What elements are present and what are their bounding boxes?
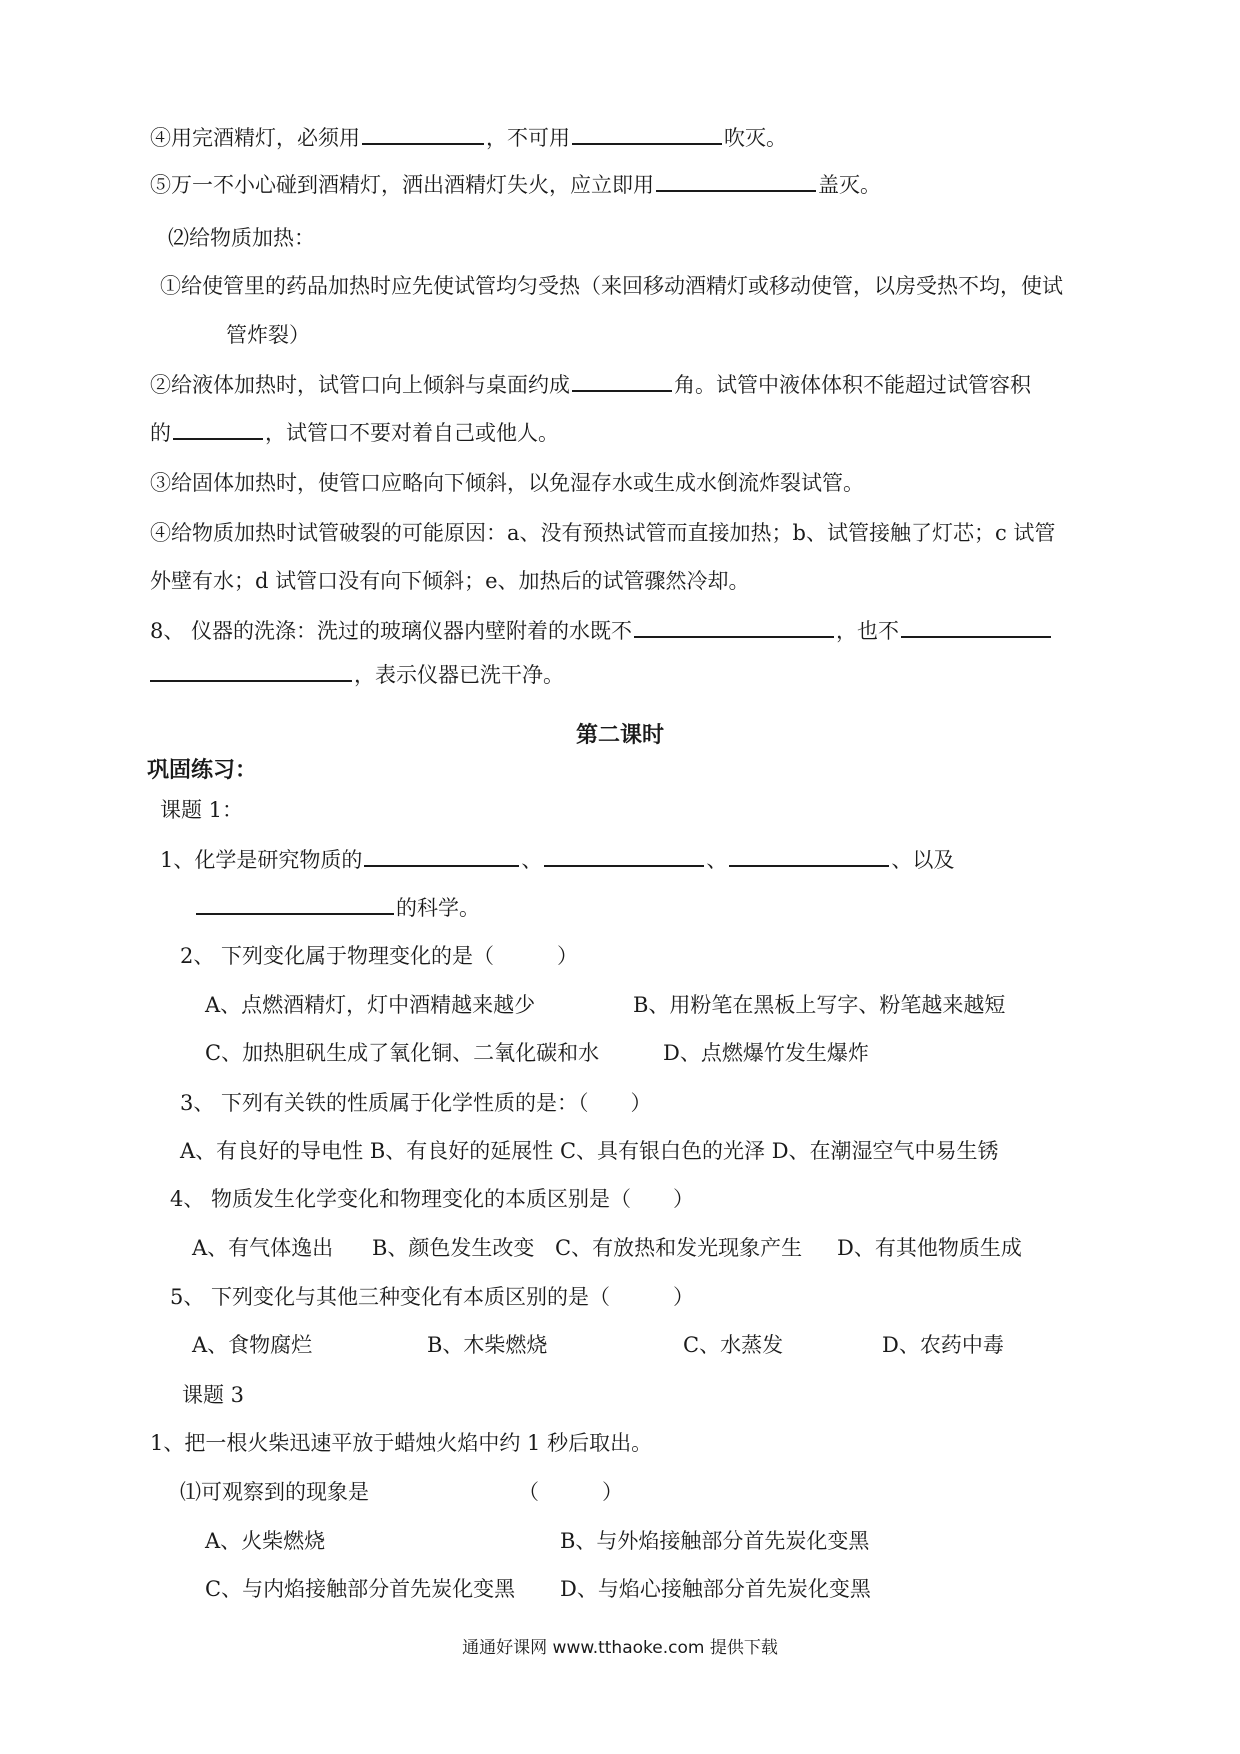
page-footer: 通通好课网 www.tthaoke.com 提供下载 xyxy=(462,1638,778,1658)
question-1-cont xyxy=(194,893,480,923)
text-line: 外壁有水；d 试管口没有向下倾斜；e、加热后的试管骤然冷却。 xyxy=(150,569,750,593)
answer-blank xyxy=(173,418,263,440)
option-a: A、点燃酒精灯，灯中酒精越来越少 xyxy=(205,993,536,1017)
option-c: C、加热胆矾生成了氧化铜、二氧化碳和水 xyxy=(205,1041,600,1065)
option-b: B、颜色发生改变 xyxy=(372,1236,535,1260)
option-c: C、水蒸发 xyxy=(683,1333,784,1357)
option-d: D、农药中毒 xyxy=(882,1333,1004,1357)
option-a: A、有气体逸出 xyxy=(192,1236,334,1260)
option-a: A、火柴燃烧 xyxy=(205,1529,326,1553)
question-5: 5、 下列变化与其他三种变化有本质区别的是（ ） xyxy=(170,1285,695,1309)
section-title: 第二课时 xyxy=(575,722,664,748)
line-text: ，试管口不要对着自己或他人。 xyxy=(265,421,559,445)
line-text: 1、化学是研究物质的 xyxy=(160,848,363,872)
option-d: D、点燃爆竹发生爆炸 xyxy=(663,1041,869,1065)
line-text: 吹灭。 xyxy=(724,126,787,150)
option-b: B、用粉笔在黑板上写字、粉笔越来越短 xyxy=(633,993,1006,1017)
answer-blank xyxy=(196,893,394,915)
answer-blank xyxy=(729,845,889,867)
option-b: B、木柴燃烧 xyxy=(427,1333,548,1357)
line-text: 、以及 xyxy=(891,848,955,872)
answer-blank xyxy=(572,370,672,392)
option-a: A、食物腐烂 xyxy=(192,1333,313,1357)
line-text: 的 xyxy=(150,421,171,445)
line-text: 盖灭。 xyxy=(818,173,881,197)
line-text: 、 xyxy=(706,848,728,872)
answer-blank xyxy=(656,170,816,192)
text-line xyxy=(150,418,559,448)
line-text: ②给液体加热时，试管口向上倾斜与桌面约成 xyxy=(150,373,570,397)
option-d: D、有其他物质生成 xyxy=(837,1236,1022,1260)
text-line xyxy=(150,660,564,690)
answer-blank xyxy=(150,660,352,682)
question-2: 2、 下列变化属于物理变化的是（ ） xyxy=(180,944,579,968)
line-text: 、 xyxy=(521,848,543,872)
answer-blank xyxy=(362,123,484,145)
text-line: ①给使管里的药品加热时应先使试管均匀受热（来回移动酒精灯或移动使管，以房受热不均，使试 xyxy=(160,274,1063,298)
answer-blank xyxy=(634,616,834,638)
text-line: ④给物质加热时试管破裂的可能原因：a、没有预热试管而直接加热；b、试管接触了灯芯；c 试管 xyxy=(150,521,1056,545)
question-6-sub: ⑴可观察到的现象是 xyxy=(180,1480,369,1504)
text-line xyxy=(150,123,787,153)
topic-label: 课题 1： xyxy=(160,798,244,822)
answer-blank xyxy=(901,616,1051,638)
text-line xyxy=(150,170,881,200)
text-line: ③给固体加热时，使管口应略向下倾斜，以免湿存水或生成水倒流炸裂试管。 xyxy=(150,471,864,495)
text-line xyxy=(150,616,1053,646)
line-text: 8、 仪器的洗涤：洗过的玻璃仪器内壁附着的水既不 xyxy=(150,619,633,643)
option-c: C、有放热和发光现象产生 xyxy=(555,1236,803,1260)
line-text: 角。试管中液体体积不能超过试管容积 xyxy=(674,373,1031,397)
question-4: 4、 物质发生化学变化和物理变化的本质区别是（ ） xyxy=(170,1187,695,1211)
question-3-options: A、有良好的导电性 B、有良好的延展性 C、具有银白色的光泽 D、在潮湿空气中易生锈 xyxy=(180,1139,999,1163)
topic-label: 课题 3 xyxy=(182,1383,245,1407)
option-c: C、与内焰接触部分首先炭化变黑 xyxy=(205,1577,516,1601)
text-line xyxy=(150,370,1031,400)
answer-blank xyxy=(544,845,704,867)
line-text: 的科学。 xyxy=(396,896,480,920)
option-b: B、与外焰接触部分首先炭化变黑 xyxy=(560,1529,870,1553)
text-line: 管炸裂） xyxy=(226,323,310,347)
line-text: ④用完酒精灯，必须用 xyxy=(150,126,360,150)
line-text: ，也不 xyxy=(836,619,900,643)
subsection-heading: ⑵给物质加热： xyxy=(168,226,315,250)
question-6: 1、把一根火柴迅速平放于蜡烛火焰中约 1 秒后取出。 xyxy=(150,1431,653,1455)
answer-blank xyxy=(364,845,519,867)
line-text: ，不可用 xyxy=(486,126,570,150)
question-1 xyxy=(160,845,954,875)
practice-heading: 巩固练习： xyxy=(147,757,258,783)
line-text: ，表示仪器已洗干净。 xyxy=(354,663,564,687)
question-3: 3、 下列有关铁的性质属于化学性质的是：（ ） xyxy=(180,1091,652,1115)
option-d: D、与焰心接触部分首先炭化变黑 xyxy=(560,1577,871,1601)
answer-blank xyxy=(572,123,722,145)
answer-paren: （ ） xyxy=(518,1480,623,1504)
line-text: ⑤万一不小心碰到酒精灯，洒出酒精灯失火，应立即用 xyxy=(150,173,654,197)
